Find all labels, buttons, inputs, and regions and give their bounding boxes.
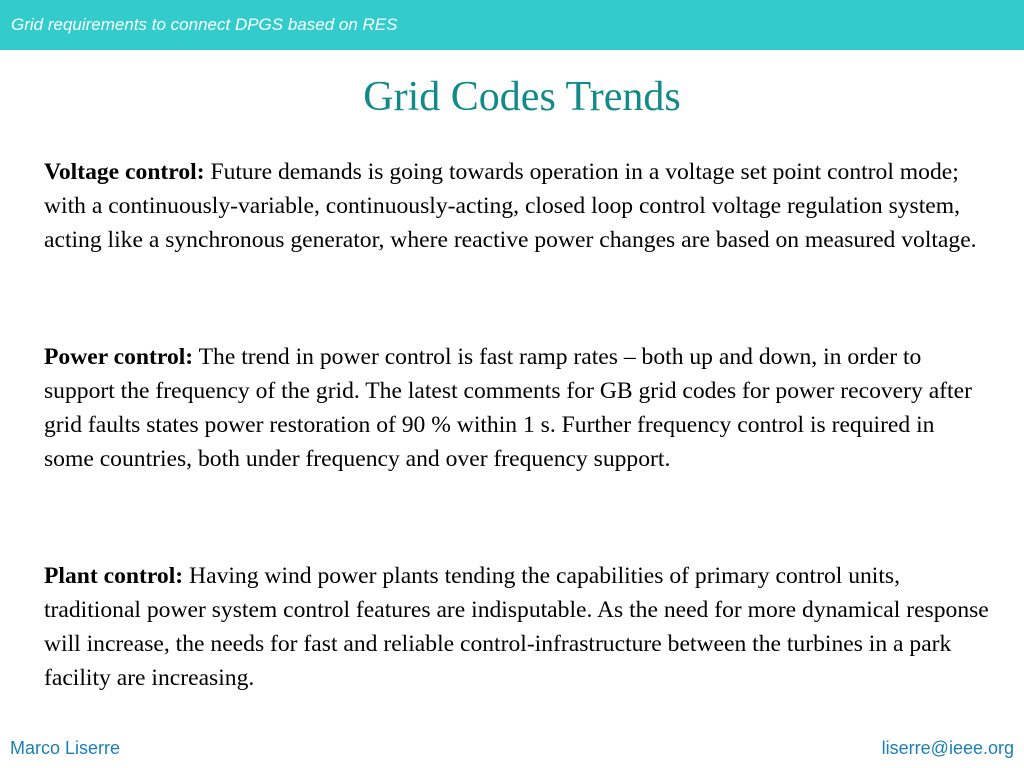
paragraph-text: The trend in power control is fast ramp rates – both up and down, in order to support the frequency of the grid. The latest comments for GB grid codes for power recovery after grid faults states power restoration of 90 % within 1 s. Further frequency control is required in some countries, both under frequency and over frequency support. xyxy=(44,344,972,472)
paragraph-text: Having wind power plants tending the capabilities of primary control units, traditional power system control features are indisputable. As the need for more dynamical response will increase, the needs for fast and reliable control-infrastructure between the turbines in a park facility are increasing. xyxy=(44,563,989,691)
paragraph-term: Plant control: xyxy=(44,563,184,589)
paragraph-voltage-control xyxy=(44,155,989,257)
paragraph-text: Future demands is going towards operation in a voltage set point control mode; with a continuously-variable, continuously-acting, closed loop control voltage regulation system, acting like a synchronous generator, where reactive power changes are based on measured voltage. xyxy=(44,159,977,253)
header-bar xyxy=(0,0,1024,50)
paragraph-term: Power control: xyxy=(44,344,194,370)
footer-author: Marco Liserre xyxy=(10,738,121,758)
paragraph-power-control xyxy=(44,340,989,476)
paragraph-plant-control xyxy=(44,559,989,695)
slide-title: Grid Codes Trends xyxy=(363,74,681,120)
header-subtitle: Grid requirements to connect DPGS based on RES xyxy=(11,15,398,34)
paragraph-term: Voltage control: xyxy=(44,159,205,185)
footer-email[interactable]: liserre@ieee.org xyxy=(881,738,1014,758)
